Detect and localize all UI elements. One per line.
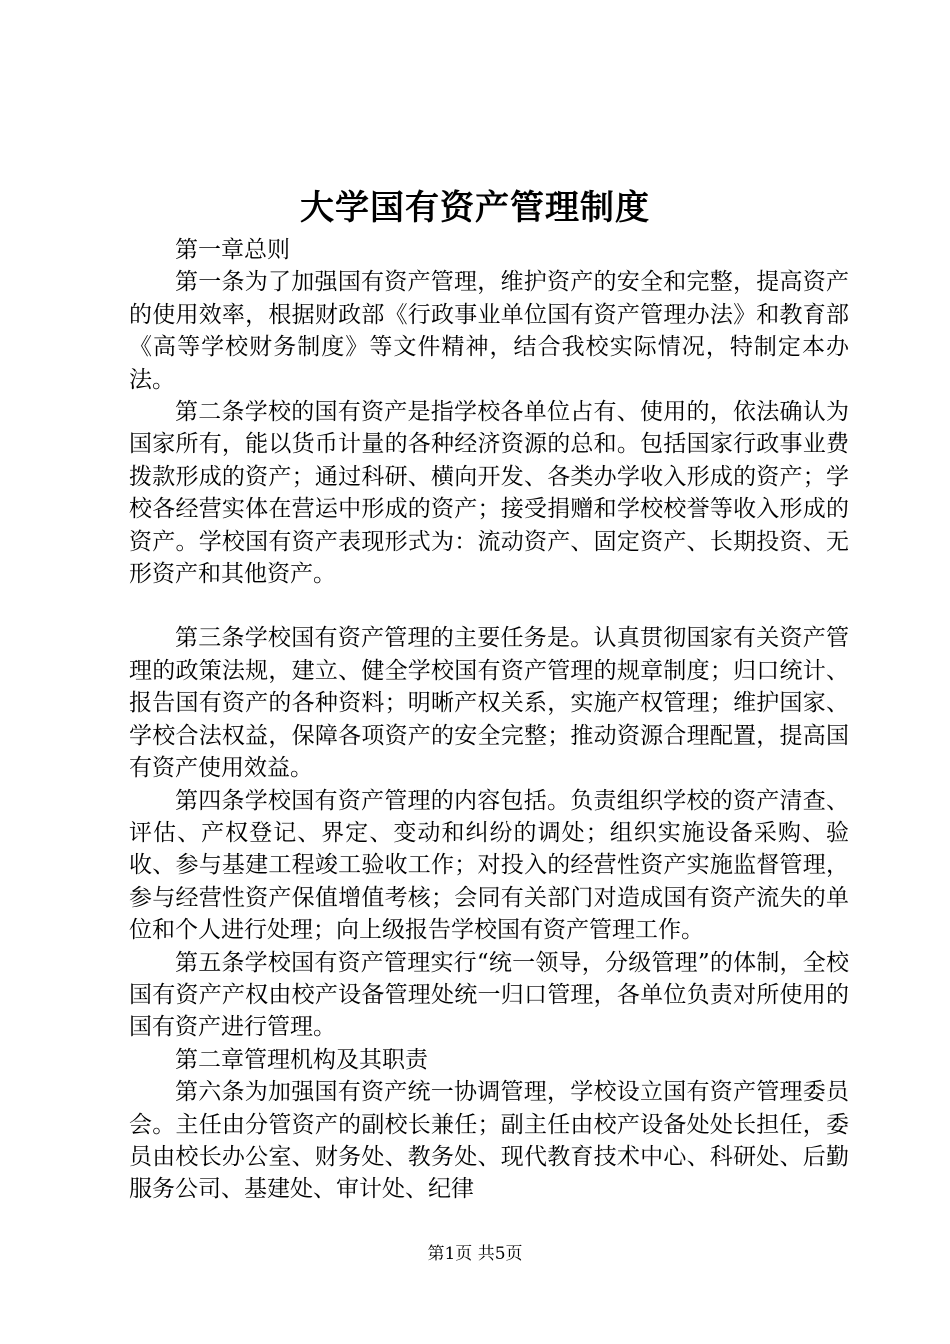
article-paragraph: 第四条学校国有资产管理的内容包括。负责组织学校的资产清查、评估、产权登记、界定、变动和纠纷的调处；组织实施设备采购、验收、参与基建工程竣工验收工作；对投入的经营性资产实施监督管理，参与经营性资产保值增值考核；会同有关部门对造成国有资产流失的单位和个人进行处理；向上级报告学校国有资产管理工作。	[129, 787, 849, 944]
document-title: 大学国有资产管理制度	[300, 188, 650, 228]
article-paragraph: 第三条学校国有资产管理的主要任务是。认真贯彻国家有关资产管理的政策法规，建立、健全学校国有资产管理的规章制度；归口统计、报告国有资产的各种资料；明晰产权关系，实施产权管理；维护国家、学校合法权益，保障各项资产的安全完整；推动资源合理配置，提高国有资产使用效益。	[129, 625, 849, 782]
article-paragraph: 第六条为加强国有资产统一协调管理，学校设立国有资产管理委员会。主任由分管资产的副校长兼任；副主任由校产设备处处长担任，委员由校长办公室、财务处、教务处、现代教育技术中心、科研处、后勤服务公司、基建处、审计处、纪律	[129, 1079, 849, 1203]
article-paragraph: 第五条学校国有资产管理实行“统一领导，分级管理”的体制，全校国有资产产权由校产设备管理处统一归口管理，各单位负责对所使用的国有资产进行管理。	[129, 949, 849, 1041]
chapter-heading: 第一章总则	[175, 237, 290, 263]
document-body	[129, 234, 849, 1206]
article-paragraph: 第二条学校的国有资产是指学校各单位占有、使用的，依法确认为国家所有，能以货币计量的各种经济资源的总和。包括国家行政事业费拨款形成的资产；通过科研、横向开发、各类办学收入形成的资产；学校各经营实体在营运中形成的资产；接受捐赠和学校校誉等收入形成的资产。学校国有资产表现形式为：流动资产、固定资产、长期投资、无形资产和其他资产。	[129, 399, 849, 588]
article-paragraph: 第一条为了加强国有资产管理，维护资产的安全和完整，提高资产的使用效率，根据财政部《行政事业单位国有资产管理办法》和教育部《高等学校财务制度》等文件精神，结合我校实际情况，特制定本办法。	[129, 269, 849, 393]
page-number-footer: 第1页 共5页	[427, 1244, 523, 1264]
chapter-heading: 第二章管理机构及其职责	[175, 1046, 428, 1073]
